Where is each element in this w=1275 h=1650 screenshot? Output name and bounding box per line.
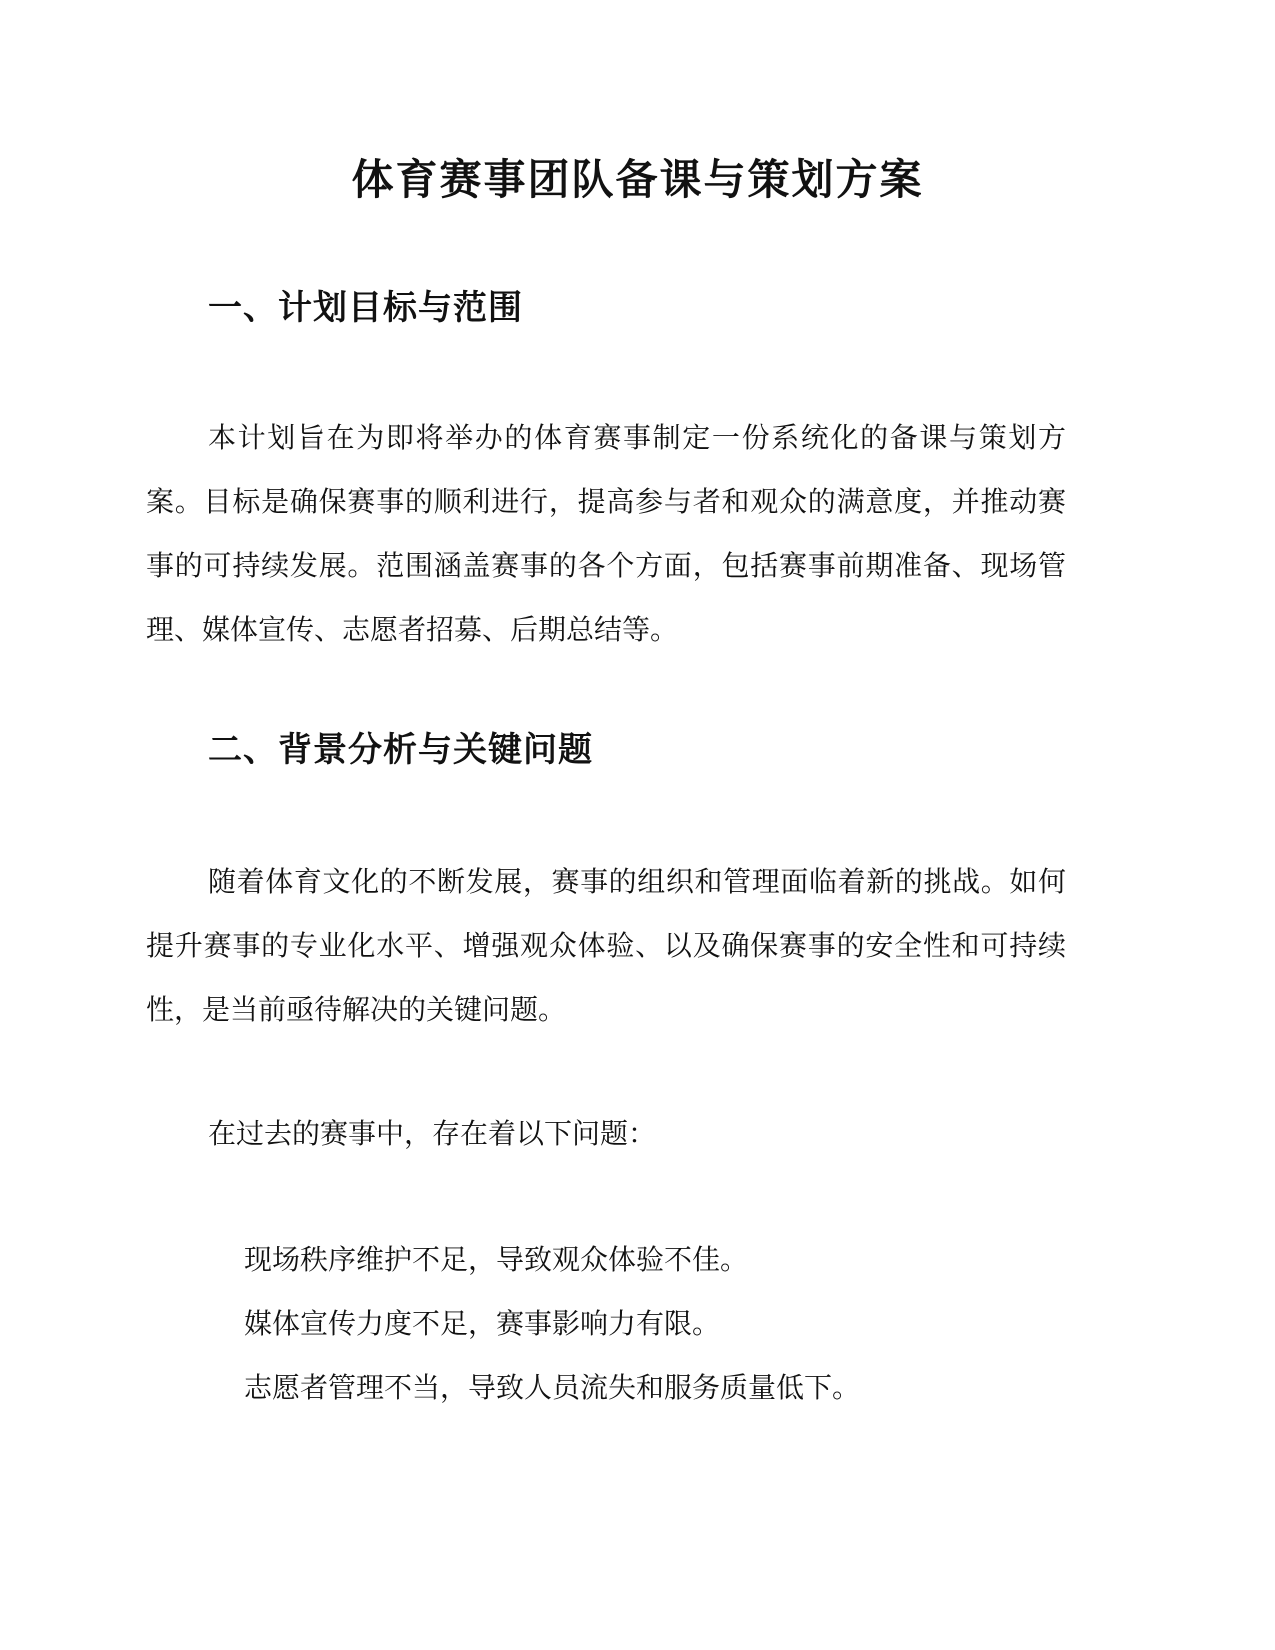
section-heading-background-issues: 二、背景分析与关键问题 (208, 730, 593, 770)
issue-item: 志愿者管理不当，导致人员流失和服务质量低下。 (244, 1371, 861, 1404)
section-paragraph-goals-scope: 本计划旨在为即将举办的体育赛事制定一份系统化的备课与策划方案。目标是确保赛事的顺利进行，提高参与者和观众的满意度，并推动赛事的可持续发展。范围涵盖赛事的各个方面，包括赛事前期准备、现场管理、媒体宣传、志愿者招募、后期总结等。 (146, 421, 1066, 646)
issues-intro: 在过去的赛事中，存在着以下问题： (208, 1117, 657, 1150)
section-heading-goals-scope: 一、计划目标与范围 (208, 288, 523, 328)
section-paragraph-background: 随着体育文化的不断发展，赛事的组织和管理面临着新的挑战。如何提升赛事的专业化水平、增强观众体验、以及确保赛事的安全性和可持续性，是当前亟待解决的关键问题。 (146, 865, 1066, 1026)
issue-item: 现场秩序维护不足，导致观众体验不佳。 (244, 1243, 749, 1276)
issue-item: 媒体宣传力度不足，赛事影响力有限。 (244, 1307, 721, 1340)
document-title: 体育赛事团队备课与策划方案 (351, 155, 924, 204)
